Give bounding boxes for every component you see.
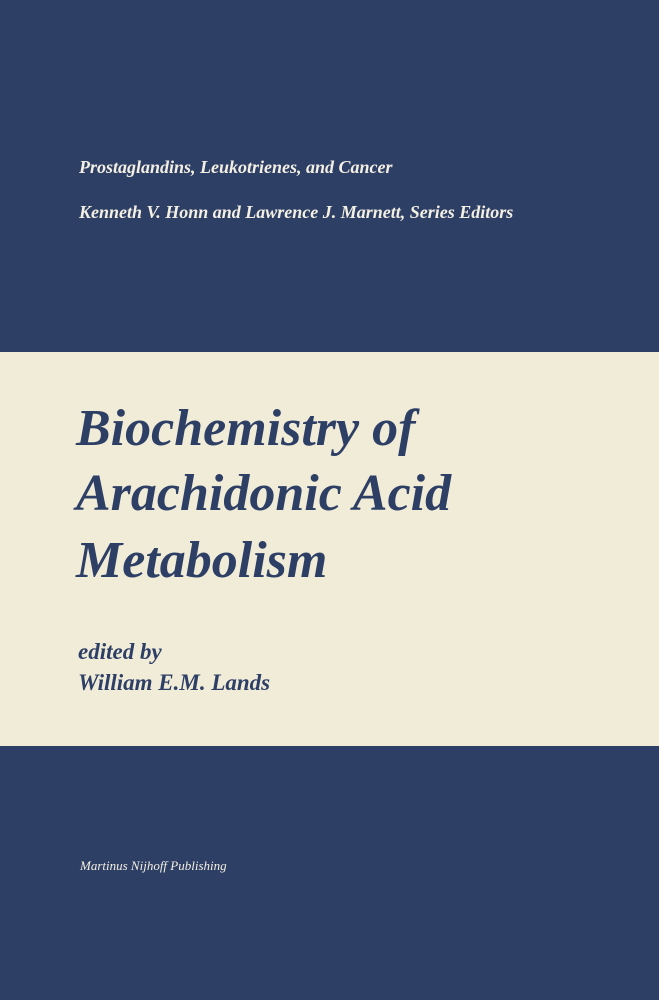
editor-name: William E.M. Lands (78, 670, 271, 695)
title-line-3: Metabolism (76, 532, 328, 589)
edited-by-label: edited by (78, 639, 162, 664)
publisher-name: Martinus Nijhoff Publishing (80, 858, 227, 873)
title-line-1: Biochemistry of (76, 400, 416, 457)
series-name: Prostaglandins, Leukotrienes, and Cancer (79, 157, 393, 177)
series-editors: Kenneth V. Honn and Lawrence J. Marnett, Series Editors (79, 202, 514, 222)
title-line-2: Arachidonic Acid (76, 465, 452, 522)
